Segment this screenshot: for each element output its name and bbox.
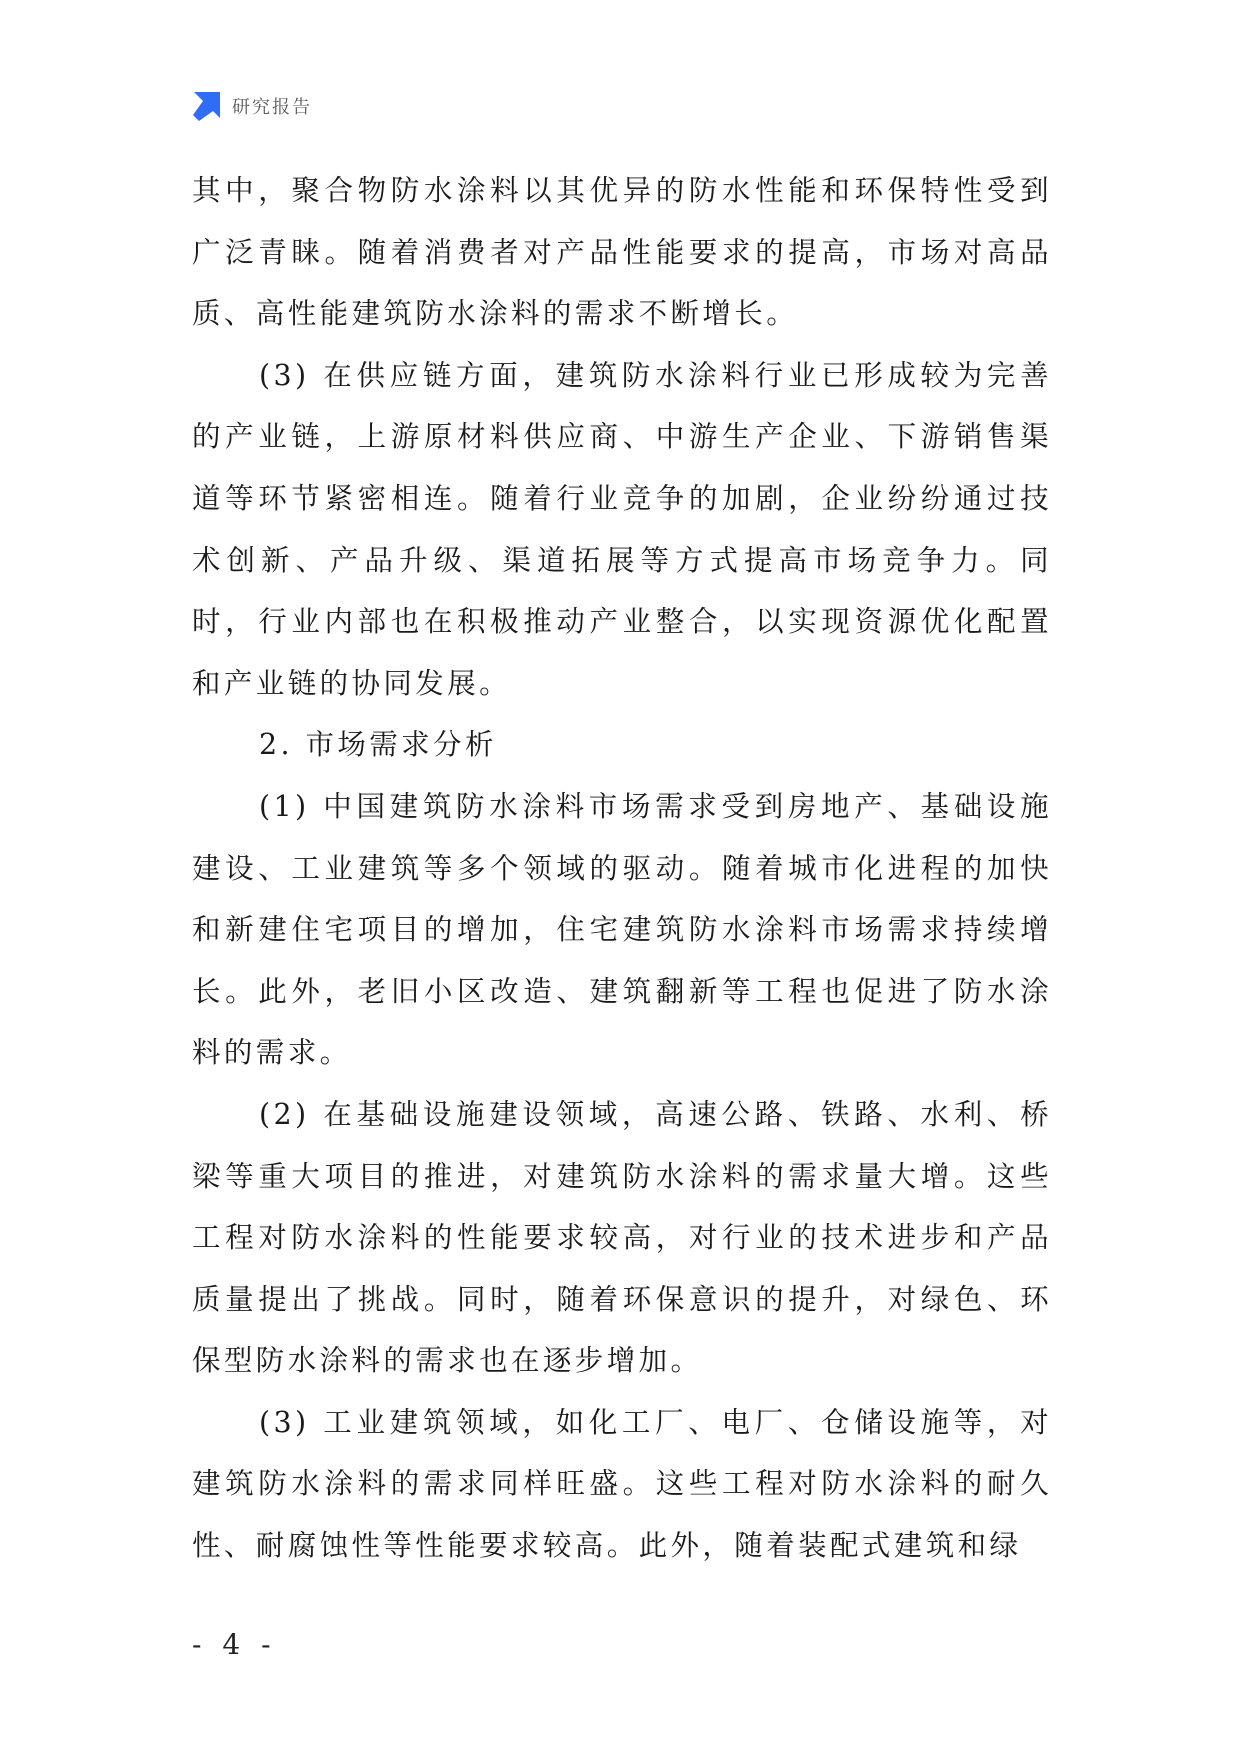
report-header [190, 90, 312, 122]
paragraph: (3) 工业建筑领域，如化工厂、电厂、仓储设施等，对建筑防水涂料的需求同样旺盛。这些工程对防水涂料的耐久性、耐腐蚀性等性能要求较高。此外，随着装配式建筑和绿 [192, 1405, 1052, 1563]
paragraph: 其中，聚合物防水涂料以其优异的防水性能和环保特性受到广泛青睐。随着消费者对产品性能要求的提高，市场对高品质、高性能建筑防水涂料的需求不断增长。 [192, 174, 1052, 331]
page-number: - 4 - [192, 1628, 277, 1661]
paragraph: (3) 在供应链方面，建筑防水涂料行业已形成较为完善的产业链，上游原材料供应商、中游生产企业、下游销售渠道等环节紧密相连。随着行业竞争的加剧，企业纷纷通过技术创新、产品升级、渠道拓展等方式提高市场竞争力。同时，行业内部也在积极推动产业整合，以实现资源优化配置和产业链的协同发展。 [192, 358, 1052, 700]
paragraph: (2) 在基础设施建设领域，高速公路、铁路、水利、桥梁等重大项目的推进，对建筑防水涂料的需求量大增。这些工程对防水涂料的性能要求较高，对行业的技术进步和产品质量提出了挑战。同时，随着环保意识的提升，对绿色、环保型防水涂料的需求也在逐步增加。 [192, 1097, 1052, 1378]
header-title: 研究报告 [232, 97, 312, 118]
paragraph: (1) 中国建筑防水涂料市场需求受到房地产、基础设施建设、工业建筑等多个领域的驱动。随着城市化进程的加快和新建住宅项目的增加，住宅建筑防水涂料市场需求持续增长。此外，老旧小区改造、建筑翻新等工程也促进了防水涂料的需求。 [192, 789, 1052, 1070]
document-body [192, 160, 1052, 1577]
arrow-up-right-icon [190, 90, 222, 122]
section-heading: 2. 市场需求分析 [259, 728, 497, 762]
